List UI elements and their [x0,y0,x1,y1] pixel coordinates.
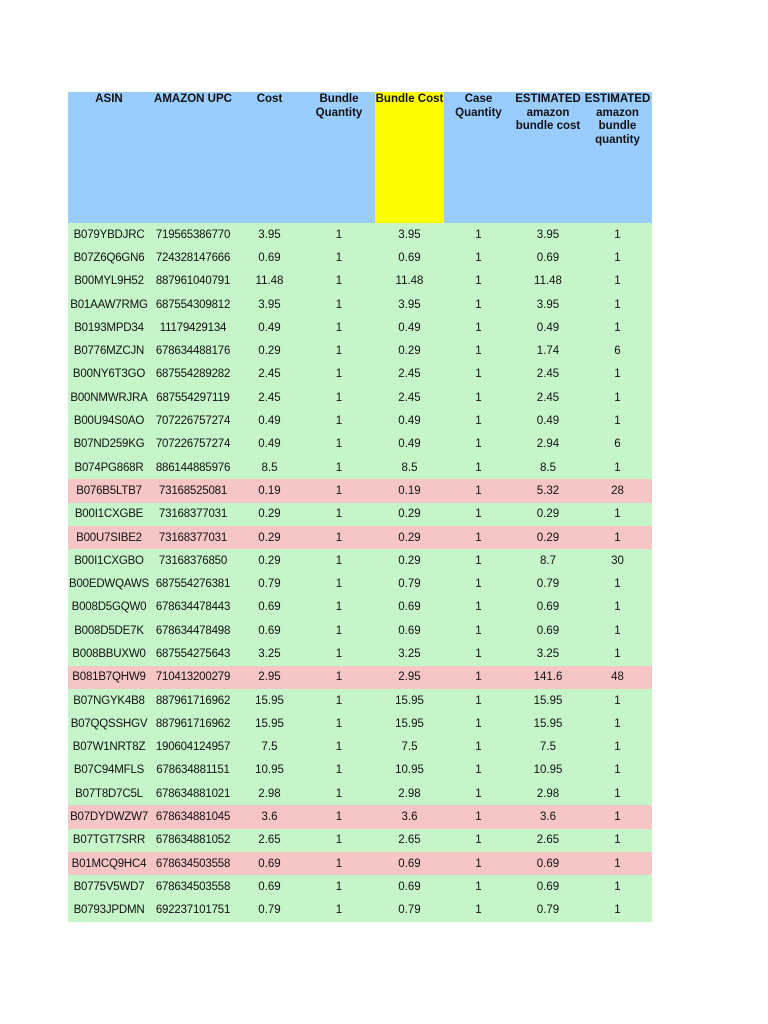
bundle-cost-cell[interactable]: 0.19 [375,479,444,502]
table-row [68,689,652,712]
asin-cell[interactable]: B07DYDWZW7 [68,805,150,828]
bundle-cost-cell[interactable]: 3.95 [375,223,444,246]
bundle-cost-cell[interactable]: 2.45 [375,386,444,409]
bundle-quantity-cell[interactable]: 1 [303,270,375,293]
case-quantity-cell[interactable]: 1 [444,572,513,595]
cost-cell[interactable]: 15.95 [236,712,303,735]
asin-cell[interactable]: B0793JPDMN [68,899,150,922]
cost-cell[interactable]: 0.69 [236,246,303,269]
table-row [68,223,652,246]
asin-cell[interactable]: B00NY6T3GO [68,363,150,386]
asin-cell[interactable]: B01MCQ9HC4 [68,852,150,875]
estimated-bundle-quantity-cell[interactable]: 1 [583,852,652,875]
asin-cell[interactable]: B07C94MFLS [68,759,150,782]
case-quantity-cell[interactable]: 1 [444,503,513,526]
estimated-bundle-quantity-cell[interactable]: 1 [583,316,652,339]
table-row [68,456,652,479]
bundle-cost-cell[interactable]: 0.69 [375,619,444,642]
header-amazon-upc[interactable]: AMAZON UPC [150,92,236,223]
header-case-quantity[interactable]: Case Quantity [444,92,513,223]
estimated-bundle-cost-cell[interactable]: 8.5 [513,456,583,479]
header-row [68,92,652,223]
table-row [68,316,652,339]
bundle-quantity-cell[interactable]: 1 [303,596,375,619]
estimated-bundle-quantity-cell[interactable]: 1 [583,805,652,828]
case-quantity-cell[interactable]: 1 [444,642,513,665]
bundle-cost-cell[interactable]: 0.69 [375,246,444,269]
upc-cell[interactable]: 678634488176 [150,339,236,362]
estimated-bundle-quantity-cell[interactable]: 28 [583,479,652,502]
cost-cell[interactable]: 0.29 [236,549,303,572]
estimated-bundle-quantity-cell[interactable]: 1 [583,689,652,712]
table-row [68,503,652,526]
estimated-bundle-cost-cell[interactable]: 3.6 [513,805,583,828]
upc-cell[interactable]: 678634503558 [150,875,236,898]
cost-cell[interactable]: 0.29 [236,526,303,549]
header-bundle-quantity[interactable]: Bundle Quantity [303,92,375,223]
table-row [68,339,652,362]
asin-cell[interactable]: B00I1CXGBE [68,503,150,526]
cost-cell[interactable]: 3.6 [236,805,303,828]
bundle-quantity-cell[interactable]: 1 [303,526,375,549]
bundle-quantity-cell[interactable]: 1 [303,899,375,922]
bundle-quantity-cell[interactable]: 1 [303,852,375,875]
cost-cell[interactable]: 0.29 [236,503,303,526]
bundle-quantity-cell[interactable]: 1 [303,316,375,339]
table-row [68,759,652,782]
estimated-bundle-quantity-cell[interactable]: 1 [583,875,652,898]
estimated-bundle-cost-cell[interactable]: 0.29 [513,526,583,549]
header-asin[interactable]: ASIN [68,92,150,223]
cost-cell[interactable]: 2.95 [236,666,303,689]
bundle-quantity-cell[interactable]: 1 [303,363,375,386]
upc-cell[interactable]: 678634881151 [150,759,236,782]
cost-cell[interactable]: 2.65 [236,829,303,852]
estimated-bundle-cost-cell[interactable]: 0.29 [513,503,583,526]
bundle-quantity-cell[interactable]: 1 [303,829,375,852]
asin-cell[interactable]: B07QQSSHGV [68,712,150,735]
bundle-cost-cell[interactable]: 0.29 [375,339,444,362]
bundle-cost-cell[interactable]: 3.25 [375,642,444,665]
bundle-cost-cell[interactable]: 0.69 [375,852,444,875]
bundle-quantity-cell[interactable]: 1 [303,223,375,246]
estimated-bundle-cost-cell[interactable]: 0.49 [513,316,583,339]
table-row [68,409,652,432]
cost-cell[interactable]: 0.49 [236,409,303,432]
estimated-bundle-quantity-cell[interactable]: 1 [583,409,652,432]
estimated-bundle-quantity-cell[interactable]: 1 [583,223,652,246]
upc-cell[interactable]: 692237101751 [150,899,236,922]
upc-cell[interactable]: 687554297119 [150,386,236,409]
table-row [68,736,652,759]
case-quantity-cell[interactable]: 1 [444,363,513,386]
asin-cell[interactable]: B00I1CXGBO [68,549,150,572]
table-row [68,782,652,805]
case-quantity-cell[interactable]: 1 [444,596,513,619]
estimated-bundle-cost-cell[interactable]: 2.65 [513,829,583,852]
case-quantity-cell[interactable]: 1 [444,293,513,316]
estimated-bundle-cost-cell[interactable]: 0.69 [513,852,583,875]
bundle-quantity-cell[interactable]: 1 [303,805,375,828]
bundle-cost-cell[interactable]: 10.95 [375,759,444,782]
bundle-cost-cell[interactable]: 3.95 [375,293,444,316]
estimated-bundle-quantity-cell[interactable]: 1 [583,386,652,409]
upc-cell[interactable]: 687554275643 [150,642,236,665]
case-quantity-cell[interactable]: 1 [444,409,513,432]
case-quantity-cell[interactable]: 1 [444,386,513,409]
estimated-bundle-cost-cell[interactable]: 0.69 [513,875,583,898]
estimated-bundle-quantity-cell[interactable]: 1 [583,642,652,665]
table-row [68,479,652,502]
bundle-cost-cell[interactable]: 0.29 [375,549,444,572]
case-quantity-cell[interactable]: 1 [444,829,513,852]
estimated-bundle-cost-cell[interactable]: 2.94 [513,433,583,456]
estimated-bundle-cost-cell[interactable]: 11.48 [513,270,583,293]
upc-cell[interactable]: 678634478498 [150,619,236,642]
case-quantity-cell[interactable]: 1 [444,246,513,269]
case-quantity-cell[interactable]: 1 [444,852,513,875]
upc-cell[interactable]: 678634503558 [150,852,236,875]
bundle-quantity-cell[interactable]: 1 [303,339,375,362]
upc-cell[interactable]: 887961716962 [150,689,236,712]
cost-cell[interactable]: 0.19 [236,479,303,502]
case-quantity-cell[interactable]: 1 [444,433,513,456]
upc-cell[interactable]: 887961716962 [150,712,236,735]
upc-cell[interactable]: 710413200279 [150,666,236,689]
bundle-quantity-cell[interactable]: 1 [303,782,375,805]
estimated-bundle-quantity-cell[interactable]: 1 [583,293,652,316]
estimated-bundle-cost-cell[interactable]: 15.95 [513,712,583,735]
bundle-quantity-cell[interactable]: 1 [303,479,375,502]
table-row [68,270,652,293]
estimated-bundle-cost-cell[interactable]: 10.95 [513,759,583,782]
asin-cell[interactable]: B008D5DE7K [68,619,150,642]
table-row [68,549,652,572]
bundle-quantity-cell[interactable]: 1 [303,293,375,316]
case-quantity-cell[interactable]: 1 [444,223,513,246]
estimated-bundle-cost-cell[interactable]: 0.69 [513,596,583,619]
case-quantity-cell[interactable]: 1 [444,759,513,782]
case-quantity-cell[interactable]: 1 [444,456,513,479]
estimated-bundle-cost-cell[interactable]: 0.49 [513,409,583,432]
bundle-quantity-cell[interactable]: 1 [303,409,375,432]
upc-cell[interactable]: 707226757274 [150,409,236,432]
case-quantity-cell[interactable]: 1 [444,549,513,572]
table-row [68,852,652,875]
case-quantity-cell[interactable]: 1 [444,339,513,362]
upc-cell[interactable]: 678634478443 [150,596,236,619]
estimated-bundle-cost-cell[interactable]: 3.25 [513,642,583,665]
cost-cell[interactable]: 0.29 [236,339,303,362]
estimated-bundle-cost-cell[interactable]: 0.69 [513,619,583,642]
bundle-quantity-cell[interactable]: 1 [303,549,375,572]
case-quantity-cell[interactable]: 1 [444,736,513,759]
asin-cell[interactable]: B074PG868R [68,456,150,479]
estimated-bundle-quantity-cell[interactable]: 1 [583,363,652,386]
bundle-cost-cell[interactable]: 2.65 [375,829,444,852]
spreadsheet-table [68,92,652,922]
asin-cell[interactable]: B07T8D7C5L [68,782,150,805]
upc-cell[interactable]: 190604124957 [150,736,236,759]
bundle-cost-cell[interactable]: 0.79 [375,572,444,595]
estimated-bundle-quantity-cell[interactable]: 1 [583,596,652,619]
asin-cell[interactable]: B008BBUXW0 [68,642,150,665]
bundle-quantity-cell[interactable]: 1 [303,759,375,782]
table-row [68,572,652,595]
cost-cell[interactable]: 0.49 [236,316,303,339]
case-quantity-cell[interactable]: 1 [444,619,513,642]
case-quantity-cell[interactable]: 1 [444,805,513,828]
estimated-bundle-quantity-cell[interactable]: 1 [583,736,652,759]
upc-cell[interactable]: 11179429134 [150,316,236,339]
upc-cell[interactable]: 687554309812 [150,293,236,316]
estimated-bundle-quantity-cell[interactable]: 6 [583,339,652,362]
upc-cell[interactable]: 707226757274 [150,433,236,456]
table-row [68,899,652,922]
bundle-quantity-cell[interactable]: 1 [303,246,375,269]
asin-cell[interactable]: B07TGT7SRR [68,829,150,852]
bundle-cost-cell[interactable]: 0.79 [375,899,444,922]
bundle-cost-cell[interactable]: 0.69 [375,596,444,619]
asin-cell[interactable]: B079YBDJRC [68,223,150,246]
header-cost[interactable]: Cost [236,92,303,223]
table-row [68,805,652,828]
table-row [68,293,652,316]
upc-cell[interactable]: 887961040791 [150,270,236,293]
table-row [68,642,652,665]
bundle-quantity-cell[interactable]: 1 [303,642,375,665]
asin-cell[interactable]: B07ND259KG [68,433,150,456]
case-quantity-cell[interactable]: 1 [444,666,513,689]
asin-cell[interactable]: B00U94S0AO [68,409,150,432]
estimated-bundle-cost-cell[interactable]: 8.7 [513,549,583,572]
estimated-bundle-quantity-cell[interactable]: 1 [583,899,652,922]
estimated-bundle-quantity-cell[interactable]: 1 [583,829,652,852]
cost-cell[interactable]: 2.45 [236,386,303,409]
estimated-bundle-quantity-cell[interactable]: 1 [583,619,652,642]
estimated-bundle-cost-cell[interactable]: 2.45 [513,363,583,386]
estimated-bundle-quantity-cell[interactable]: 1 [583,759,652,782]
cost-cell[interactable]: 8.5 [236,456,303,479]
estimated-bundle-quantity-cell[interactable]: 6 [583,433,652,456]
asin-cell[interactable]: B00EDWQAWS [68,572,150,595]
upc-cell[interactable]: 73168377031 [150,526,236,549]
upc-cell[interactable]: 719565386770 [150,223,236,246]
upc-cell[interactable]: 687554276381 [150,572,236,595]
cost-cell[interactable]: 0.69 [236,852,303,875]
table-row [68,433,652,456]
bundle-cost-cell[interactable]: 0.29 [375,526,444,549]
bundle-quantity-cell[interactable]: 1 [303,666,375,689]
asin-cell[interactable]: B081B7QHW9 [68,666,150,689]
case-quantity-cell[interactable]: 1 [444,526,513,549]
estimated-bundle-quantity-cell[interactable]: 1 [583,503,652,526]
cost-cell[interactable]: 3.95 [236,223,303,246]
case-quantity-cell[interactable]: 1 [444,479,513,502]
bundle-quantity-cell[interactable]: 1 [303,712,375,735]
upc-cell[interactable]: 73168525081 [150,479,236,502]
asin-cell[interactable]: B0775V5WD7 [68,875,150,898]
bundle-quantity-cell[interactable]: 1 [303,503,375,526]
estimated-bundle-quantity-cell[interactable]: 1 [583,712,652,735]
bundle-cost-cell[interactable]: 3.6 [375,805,444,828]
estimated-bundle-cost-cell[interactable]: 2.45 [513,386,583,409]
case-quantity-cell[interactable]: 1 [444,712,513,735]
cost-cell[interactable]: 0.69 [236,619,303,642]
header-estimated-bundle-cost[interactable]: ESTIMATED amazon bundle cost [513,92,583,223]
asin-cell[interactable]: B07NGYK4B8 [68,689,150,712]
header-bundle-cost[interactable]: Bundle Cost [375,92,444,223]
estimated-bundle-quantity-cell[interactable]: 1 [583,246,652,269]
bundle-cost-cell[interactable]: 2.95 [375,666,444,689]
estimated-bundle-quantity-cell[interactable]: 48 [583,666,652,689]
asin-cell[interactable]: B0193MPD34 [68,316,150,339]
cost-cell[interactable]: 11.48 [236,270,303,293]
header-estimated-bundle-quantity[interactable]: ESTIMATED amazon bundle quantity [583,92,652,223]
bundle-quantity-cell[interactable]: 1 [303,433,375,456]
table-row [68,596,652,619]
estimated-bundle-cost-cell[interactable]: 0.79 [513,899,583,922]
bundle-cost-cell[interactable]: 7.5 [375,736,444,759]
cost-cell[interactable]: 2.98 [236,782,303,805]
bundle-cost-cell[interactable]: 0.49 [375,409,444,432]
bundle-quantity-cell[interactable]: 1 [303,572,375,595]
asin-cell[interactable]: B008D5GQW0 [68,596,150,619]
estimated-bundle-quantity-cell[interactable]: 1 [583,270,652,293]
bundle-cost-cell[interactable]: 11.48 [375,270,444,293]
estimated-bundle-cost-cell[interactable]: 0.69 [513,246,583,269]
bundle-cost-cell[interactable]: 0.69 [375,875,444,898]
bundle-cost-cell[interactable]: 15.95 [375,689,444,712]
estimated-bundle-cost-cell[interactable]: 1.74 [513,339,583,362]
upc-cell[interactable]: 724328147666 [150,246,236,269]
estimated-bundle-cost-cell[interactable]: 0.79 [513,572,583,595]
bundle-cost-cell[interactable]: 0.49 [375,433,444,456]
upc-cell[interactable]: 73168377031 [150,503,236,526]
estimated-bundle-cost-cell[interactable]: 3.95 [513,223,583,246]
case-quantity-cell[interactable]: 1 [444,689,513,712]
cost-cell[interactable]: 0.69 [236,596,303,619]
cost-cell[interactable]: 10.95 [236,759,303,782]
cost-cell[interactable]: 15.95 [236,689,303,712]
cost-cell[interactable]: 7.5 [236,736,303,759]
upc-cell[interactable]: 678634881045 [150,805,236,828]
asin-cell[interactable]: B0776MZCJN [68,339,150,362]
case-quantity-cell[interactable]: 1 [444,875,513,898]
upc-cell[interactable]: 678634881021 [150,782,236,805]
table-body [68,223,652,922]
case-quantity-cell[interactable]: 1 [444,316,513,339]
bundle-quantity-cell[interactable]: 1 [303,386,375,409]
bundle-cost-cell[interactable]: 15.95 [375,712,444,735]
bundle-quantity-cell[interactable]: 1 [303,456,375,479]
asin-cell[interactable]: B07Z6Q6GN6 [68,246,150,269]
bundle-quantity-cell[interactable]: 1 [303,689,375,712]
estimated-bundle-quantity-cell[interactable]: 1 [583,782,652,805]
estimated-bundle-cost-cell[interactable]: 5.32 [513,479,583,502]
estimated-bundle-quantity-cell[interactable]: 1 [583,456,652,479]
cost-cell[interactable]: 0.79 [236,899,303,922]
table-row [68,386,652,409]
upc-cell[interactable]: 886144885976 [150,456,236,479]
estimated-bundle-quantity-cell[interactable]: 1 [583,572,652,595]
estimated-bundle-quantity-cell[interactable]: 1 [583,526,652,549]
bundle-cost-cell[interactable]: 0.29 [375,503,444,526]
bundle-cost-cell[interactable]: 8.5 [375,456,444,479]
table-row [68,712,652,735]
table-row [68,619,652,642]
table-row [68,666,652,689]
upc-cell[interactable]: 687554289282 [150,363,236,386]
case-quantity-cell[interactable]: 1 [444,270,513,293]
cost-cell[interactable]: 0.79 [236,572,303,595]
cost-cell[interactable]: 3.25 [236,642,303,665]
estimated-bundle-cost-cell[interactable]: 3.95 [513,293,583,316]
bundle-cost-cell[interactable]: 2.45 [375,363,444,386]
estimated-bundle-cost-cell[interactable]: 7.5 [513,736,583,759]
asin-cell[interactable]: B00MYL9H52 [68,270,150,293]
table-row [68,526,652,549]
asin-cell[interactable]: B00U7SIBE2 [68,526,150,549]
bundle-quantity-cell[interactable]: 1 [303,736,375,759]
bundle-quantity-cell[interactable]: 1 [303,619,375,642]
table-row [68,829,652,852]
asin-cell[interactable]: B076B5LTB7 [68,479,150,502]
cost-cell[interactable]: 0.69 [236,875,303,898]
cost-cell[interactable]: 2.45 [236,363,303,386]
case-quantity-cell[interactable]: 1 [444,899,513,922]
bundle-quantity-cell[interactable]: 1 [303,875,375,898]
bundle-cost-cell[interactable]: 0.49 [375,316,444,339]
header-row-group [68,92,652,223]
estimated-bundle-cost-cell[interactable]: 2.98 [513,782,583,805]
table-row [68,875,652,898]
asin-cell[interactable]: B01AAW7RMG [68,293,150,316]
case-quantity-cell[interactable]: 1 [444,782,513,805]
bundle-cost-cell[interactable]: 2.98 [375,782,444,805]
estimated-bundle-quantity-cell[interactable]: 30 [583,549,652,572]
estimated-bundle-cost-cell[interactable]: 141.6 [513,666,583,689]
cost-cell[interactable]: 3.95 [236,293,303,316]
cost-cell[interactable]: 0.49 [236,433,303,456]
table-row [68,363,652,386]
table-row [68,246,652,269]
asin-cell[interactable]: B00NMWRJRA [68,386,150,409]
upc-cell[interactable]: 678634881052 [150,829,236,852]
estimated-bundle-cost-cell[interactable]: 15.95 [513,689,583,712]
asin-cell[interactable]: B07W1NRT8Z [68,736,150,759]
upc-cell[interactable]: 73168376850 [150,549,236,572]
